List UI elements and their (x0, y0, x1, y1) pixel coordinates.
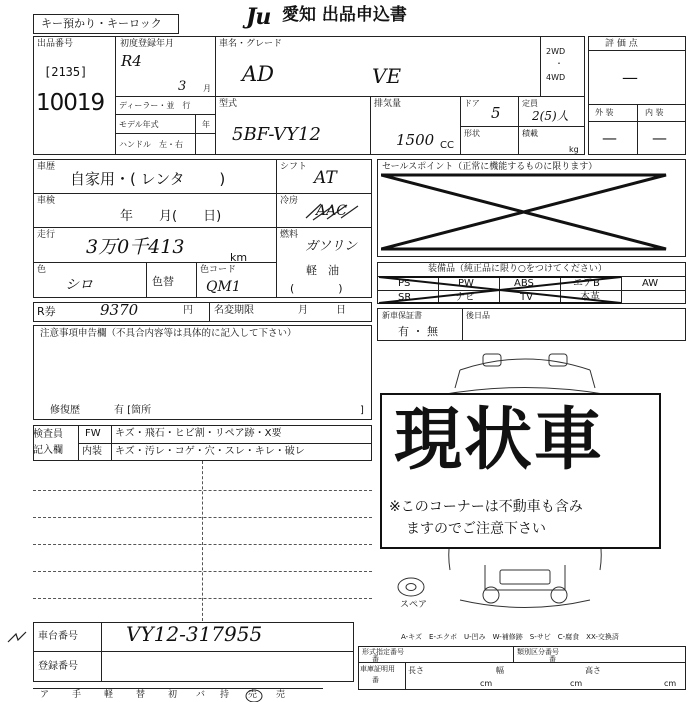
width-unit: cm (570, 679, 583, 688)
shape-label: 形状 (464, 129, 480, 138)
color-code-label: 色コード (200, 265, 237, 275)
drive-4wd: 4WD (546, 73, 566, 82)
mileage-label: 走行 (37, 230, 56, 240)
inspector-interior: 内装 (82, 446, 102, 457)
shift-label: シフト (280, 162, 308, 172)
interior-value: — (652, 129, 667, 147)
color-value: シロ (65, 277, 93, 293)
new-car-warranty-value: 有 ・ 無 (398, 325, 438, 338)
category-mark: 番 (549, 655, 556, 663)
load-label: 積載 (522, 129, 538, 138)
bottom-label-4: 替 (136, 690, 146, 700)
shaken-label: 車検 (37, 196, 56, 206)
aircon-label: 冷房 (280, 196, 299, 206)
as-is-title: 現状車 (394, 401, 605, 480)
type-cert-label: 形式指定番号 (362, 648, 404, 656)
drive-2wd: 2WD (546, 47, 566, 56)
inspector-label-2: 記入欄 (33, 445, 63, 456)
bottom-label-2: 手 (72, 690, 82, 700)
car-name-label: 車名・グレード (219, 39, 283, 49)
shaken-value: 年 月( 日) (120, 209, 222, 224)
capacity-value: 2(5)人 (532, 109, 569, 123)
sales-point-label: セールスポイント（正常に機能するものに限ります） (382, 162, 598, 172)
drive-sep: ・ (555, 59, 563, 68)
color-label: 色 (37, 265, 47, 275)
equip-ps: PS (398, 278, 411, 289)
type-cert-mark: 番 (372, 655, 379, 663)
aircon-scribble (303, 200, 363, 224)
equipment-crossout (377, 276, 627, 304)
fuel-other: ( ) (290, 282, 343, 295)
fuel-diesel: 軽 油 (306, 264, 339, 277)
height-label: 高さ (585, 666, 601, 675)
key-storage-label: キー預かり・キーロック (41, 17, 162, 30)
inspector-fw-items: キズ・飛石・ヒビ割・リペア跡・X要 (115, 428, 282, 439)
notes-label: 注意事項申告欄（不具合内容等は具体的に記入して下さい） (40, 328, 297, 339)
car-grade: VE (372, 64, 402, 88)
height-unit: cm (664, 679, 677, 688)
new-car-warranty-label: 新車保証書 (382, 311, 422, 320)
model-value: 5BF-VY12 (232, 124, 321, 145)
ju-logo: Ju (246, 4, 271, 30)
handle-label: ハンドル 左・右 (119, 140, 183, 149)
listing-number-label: 出品番号 (37, 39, 74, 49)
sales-point-crossout (381, 173, 671, 253)
recycle-label: R券 (37, 305, 56, 318)
listing-number-bracket: [2135] (44, 65, 88, 79)
spare-tire-icon (396, 576, 426, 598)
history-label: 車歴 (37, 162, 56, 172)
capacity-label: 定員 (522, 99, 538, 108)
score-label: 評 価 点 (605, 39, 638, 49)
month-unit: 月 (203, 84, 211, 93)
bottom-label-8: 売 (248, 690, 258, 700)
garage-cert-mark: 番 (372, 676, 379, 684)
equip-airbag: エアB (573, 278, 600, 289)
equip-pw: PW (458, 278, 474, 289)
equip-sr: SR (398, 292, 412, 303)
repair-close-bracket: ] (360, 405, 364, 416)
inspector-interior-items: キズ・汚レ・コゲ・穴・スレ・キレ・破レ (115, 446, 305, 457)
width-label: 幅 (496, 666, 504, 675)
bottom-label-3: 軽 (104, 690, 114, 700)
as-is-note-1: ※このコーナーは不動車も含み (389, 499, 583, 515)
bottom-label-6: バ (196, 690, 206, 700)
chassis-label: 車台番号 (38, 631, 78, 642)
form-title: 愛知 出品申込書 (282, 5, 407, 25)
spare-label: スペア (400, 600, 428, 610)
length-label: 長さ (408, 666, 424, 675)
kg-unit: kg (569, 145, 579, 154)
name-change-day: 日 (336, 305, 346, 316)
shift-value: AT (314, 168, 337, 188)
equip-leather: 本革 (580, 292, 600, 303)
as-is-note-2: ますのでご注意下さい (406, 521, 546, 537)
color-change-label: 色替 (152, 275, 174, 288)
bottom-label-7: 持 (220, 690, 230, 700)
color-code-value: QM1 (206, 279, 241, 295)
bottom-label-9: 売 (276, 690, 286, 700)
bottom-label-5: 初 (168, 690, 178, 700)
category-label: 類別区分番号 (517, 648, 559, 656)
equip-aw: AW (642, 278, 659, 289)
doors-label: ドア (464, 99, 480, 108)
name-change-label: 名変期限 (214, 305, 254, 316)
interior-label: 内 装 (645, 108, 664, 117)
equip-abs: ABS (514, 278, 534, 289)
notes-box (33, 325, 372, 420)
model-label: 型式 (219, 99, 238, 109)
dealer-label: ディーラー・並 行 (119, 101, 191, 110)
inspector-fw: FW (85, 428, 101, 439)
bottom-label-1: ア (40, 690, 50, 700)
repair-history-label: 修復歴 (50, 405, 80, 416)
registration-number-label: 登録番号 (38, 661, 78, 672)
garage-cert-label: 車庫証明用 (360, 665, 395, 673)
after-items-label: 後日品 (466, 311, 490, 320)
first-registration-label: 初度登録年月 (120, 39, 175, 49)
name-change-month: 月 (298, 305, 308, 316)
era-year: R4 (121, 52, 142, 70)
equipment-label: 装備品（純正品に限り○をつけてください） (428, 264, 607, 274)
equip-tv: TV (520, 292, 533, 303)
repair-history-value: 有 [箇所 (114, 405, 152, 416)
recycle-box (33, 302, 372, 322)
recycle-yen: 円 (183, 305, 193, 316)
inspector-label-1: 検査員 (33, 429, 63, 440)
first-reg-month: 3 (178, 79, 187, 94)
length-unit: cm (480, 679, 493, 688)
recycle-amount: 9370 (100, 301, 139, 319)
fuel-gasoline: ガソリン (305, 239, 358, 254)
car-name: AD (242, 62, 275, 86)
score-value: — (622, 68, 638, 87)
displacement-value: 1500 (396, 131, 435, 149)
damage-legend: A-キズ E-エクボ U-凹み W-補修跡 S-サビ C-腐食 XX-交換済 (401, 633, 619, 641)
listing-number: 10019 (36, 90, 105, 116)
cc-unit: CC (440, 140, 454, 151)
doors-value: 5 (491, 104, 501, 122)
km-unit: km (230, 251, 248, 264)
fuel-label: 燃料 (280, 230, 299, 240)
displacement-label: 排気量 (374, 99, 402, 109)
history-value: 自家用・( レンタ ) (70, 170, 226, 188)
mileage-value: 3万0千413 (86, 236, 185, 258)
model-year-label: モデル年式 (119, 120, 159, 129)
pen-mark (6, 630, 30, 646)
exterior-label: 外 装 (595, 108, 614, 117)
exterior-value: — (602, 129, 617, 147)
aircon-value: AAC (316, 203, 347, 219)
year-unit: 年 (202, 120, 210, 129)
equip-navi: ナビ (455, 292, 475, 303)
chassis-value: VY12-317955 (126, 622, 263, 646)
